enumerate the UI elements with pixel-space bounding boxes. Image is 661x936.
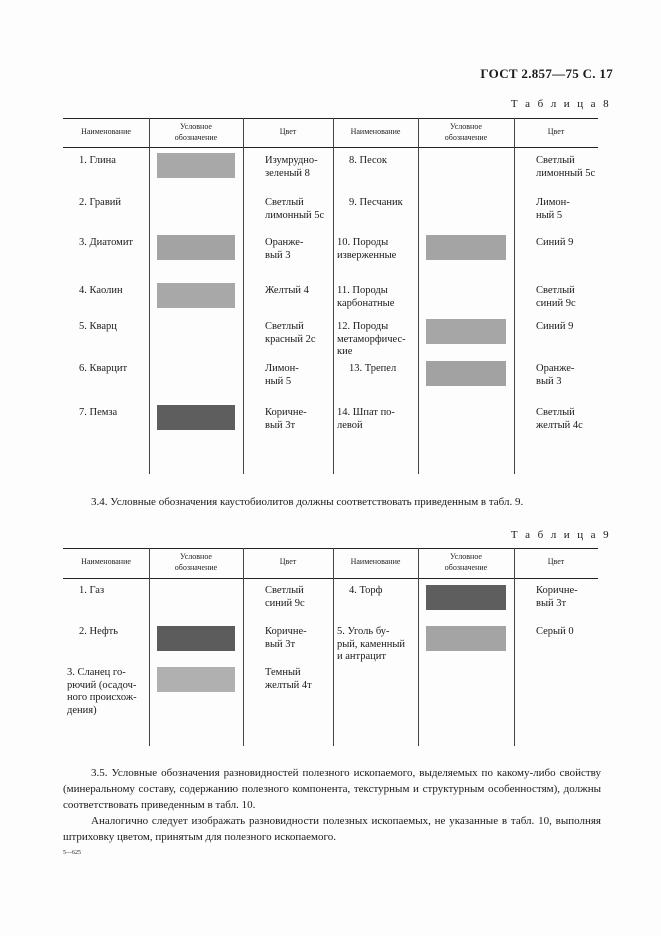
table8 [63, 118, 598, 474]
table8-caption: Т а б л и ц а 8 [510, 98, 611, 110]
legend-swatch [426, 361, 506, 386]
table8-header-3: Наименование [350, 127, 401, 136]
table9 [63, 548, 598, 746]
legend-swatch [426, 626, 506, 651]
table9-right-name-0: 4. Торф [349, 585, 383, 596]
table9-left-color-1: Коричне- вый 3т [265, 626, 307, 650]
table8-right-name-2: 10. Породы изверженные [337, 237, 397, 261]
table8-header-4: Условное обозначение [444, 122, 488, 142]
table8-right-color-1: Лимон- ный 5 [536, 197, 570, 221]
page-footer-code: 5—625 [63, 850, 81, 856]
table8-right-color-2: Синий 9 [536, 237, 574, 248]
legend-swatch [157, 235, 235, 260]
table8-left-color-1: Светлый лимонный 5с [265, 197, 325, 221]
table8-header-2: Цвет [279, 127, 297, 136]
table9-left-name-2: 3. Сланец го- рючий (осадоч- ного происхож- дения) [67, 667, 137, 716]
table9-header-0: Наименование [81, 557, 131, 566]
table8-left-color-5: Лимон- ный 5 [265, 363, 299, 387]
table9-right-name-1: 5. Уголь бу- рый, каменный и антрацит [337, 626, 405, 662]
table8-right-name-0: 8. Песок [349, 155, 388, 166]
table8-right-color-6: Светлый желтый 4с [536, 407, 583, 431]
table8-right-name-6: 14. Шпат по- левой [337, 407, 395, 431]
legend-swatch [426, 585, 506, 610]
table8-right-color-4: Синий 9 [536, 321, 574, 332]
table8-left-name-4: 5. Кварц [79, 321, 117, 332]
table8-right-name-1: 9. Песчаник [349, 197, 403, 208]
legend-swatch [157, 283, 235, 308]
table9-left-name-1: 2. Нефть [79, 626, 119, 637]
table8-header-0: Наименование [81, 127, 131, 136]
page-header: ГОСТ 2.857—75 С. 17 [480, 66, 613, 81]
table8-right-color-3: Светлый синий 9с [536, 285, 576, 309]
paragraph-3-4 [63, 494, 601, 510]
table9-right-color-1: Серый 0 [536, 626, 574, 637]
legend-swatch [157, 153, 235, 178]
paragraph-3-5-continuation: Аналогично следует изображать разновидности полезных ископаемых, не указанные в табл. 10, выполняя штриховку цветом, принятым для полезного ископаемого. [63, 815, 601, 843]
table8-header-1: Условное обозначение [174, 122, 218, 142]
table9-left-color-0: Светлый синий 9с [265, 585, 305, 609]
legend-swatch [426, 235, 506, 260]
table8-left-color-6: Коричне- вый 3т [265, 407, 307, 431]
table8-left-name-5: 6. Кварцит [79, 363, 128, 374]
table8-left-color-2: Оранже- вый 3 [265, 237, 304, 261]
table8-left-color-3: Желтый 4 [265, 285, 309, 296]
table8-left-color-4: Светлый красный 2с [265, 321, 316, 345]
table9-caption: Т а б л и ц а 9 [510, 529, 611, 541]
table8-right-name-3: 11. Породы карбонатные [337, 285, 395, 309]
table9-header-2: Цвет [279, 557, 297, 566]
table8-left-name-3: 4. Каолин [79, 285, 123, 296]
table8-right-color-0: Светлый лимонный 5с [536, 155, 596, 179]
paragraph-3-5-text: 3.5. Условные обозначения разновидностей полезного ископаемого, выделяемых по какому-либо свойству (минеральному составу, содержанию полезного компонента, текстурным и структурным особенностям), должны соответствовать приведенным в табл. 10. [63, 767, 601, 811]
table9-header-4: Условное обозначение [444, 552, 488, 572]
table9-right-color-0: Коричне- вый 3т [536, 585, 578, 609]
legend-swatch [157, 626, 235, 651]
table8-header-5: Цвет [547, 127, 565, 136]
table9-header-1: Условное обозначение [174, 552, 218, 572]
table8-left-color-0: Изумрудно- зеленый 8 [265, 155, 318, 179]
table8-left-name-2: 3. Диатомит [79, 237, 134, 248]
table9-header-3: Наименование [350, 557, 401, 566]
legend-swatch [157, 667, 235, 692]
table9-left-color-2: Темный желтый 4т [265, 667, 312, 691]
table8-right-name-5: 13. Трепел [349, 363, 397, 374]
paragraph-3-4-text: 3.4. Условные обозначения каустобиолитов должны соответствовать приведенным в табл. 9. [91, 496, 524, 508]
table8-right-color-5: Оранже- вый 3 [536, 363, 575, 387]
table8-right-name-4: 12. Породы метаморфичес- кие [337, 321, 406, 357]
table9-header-5: Цвет [547, 557, 565, 566]
table8-left-name-1: 2. Гравий [79, 197, 122, 208]
table8-left-name-6: 7. Пемза [79, 407, 118, 418]
paragraph-3-5 [63, 765, 601, 845]
table8-left-name-0: 1. Глина [79, 155, 116, 166]
legend-swatch [157, 405, 235, 430]
table9-left-name-0: 1. Газ [79, 585, 105, 596]
legend-swatch [426, 319, 506, 344]
